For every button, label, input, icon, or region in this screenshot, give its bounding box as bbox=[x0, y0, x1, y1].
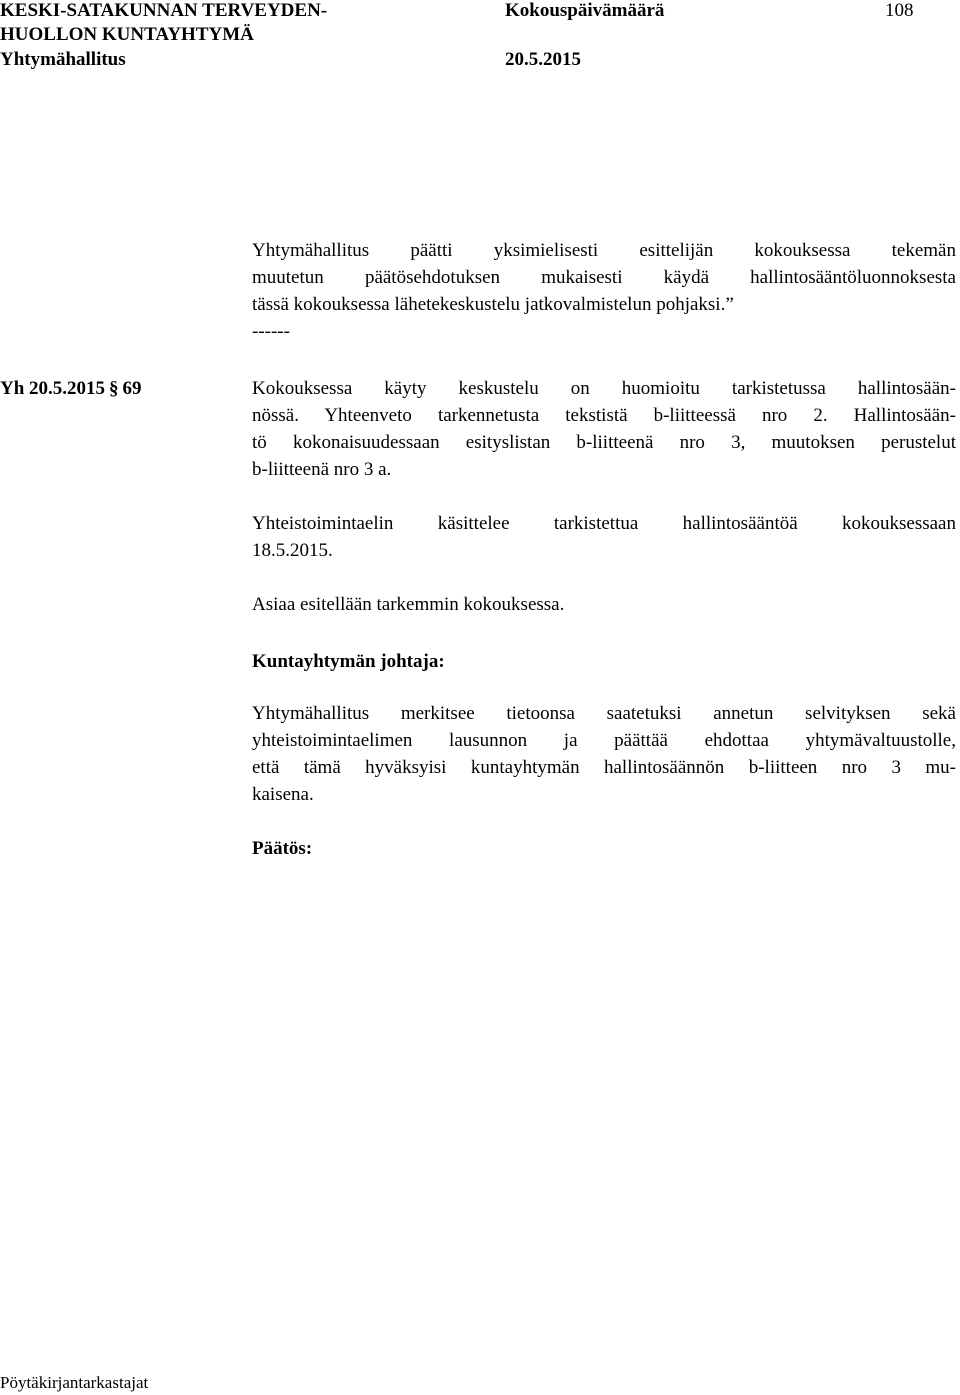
paragraph-line: että tämä hyväksyisi kuntayhtymän hallintosäännön b-liitteen nro 3 mu- bbox=[252, 757, 956, 778]
proposal-text bbox=[252, 700, 956, 808]
paragraph-line: yhteistoimintaelimen lausunnon ja päättää ehdottaa yhtymävaltuustolle, bbox=[252, 730, 956, 751]
body-name: Yhtymähallitus bbox=[0, 49, 126, 70]
proposal-heading: Kuntayhtymän johtaja: bbox=[252, 651, 445, 672]
paragraph-line: tö kokonaisuudessaan esityslistan b-liitteenä nro 3, muutoksen perustelut bbox=[252, 432, 956, 453]
previous-decision-line: muutetun päätösehdotuksen mukaisesti käydä hallintosääntöluonnoksesta bbox=[252, 267, 956, 288]
paragraph-line: Yhtymähallitus merkitsee tietoonsa saatetuksi annetun selvityksen sekä bbox=[252, 703, 956, 724]
section-label bbox=[0, 375, 142, 402]
date-value: 20.5.2015 bbox=[505, 49, 581, 70]
paragraph-cooperation bbox=[252, 510, 956, 564]
section-prefix: Yh 20.5.2015 bbox=[0, 378, 106, 399]
paragraph-line: kaisena. bbox=[252, 784, 314, 805]
previous-decision-line: Yhtymähallitus päätti yksimielisesti esittelijän kokouksessa tekemän bbox=[252, 240, 956, 261]
date-label: Kokouspäivämäärä bbox=[505, 0, 665, 21]
paragraph-line: Yhteistoimintaelin käsittelee tarkistettua hallintosääntöä kokouksessaan bbox=[252, 513, 956, 534]
paragraph-line: b-liitteenä nro 3 a. bbox=[252, 459, 392, 480]
separator-dashes: ------ bbox=[252, 321, 290, 342]
page-number: 108 bbox=[885, 0, 914, 21]
decision-heading: Päätös: bbox=[252, 838, 313, 859]
paragraph-line: 18.5.2015. bbox=[252, 540, 333, 561]
paragraph-line: Kokouksessa käyty keskustelu on huomioitu tarkistetussa hallintosään- bbox=[252, 378, 956, 399]
previous-decision-line: tässä kokouksessa lähetekeskustelu jatkovalmistelun pohjaksi.” bbox=[252, 294, 734, 315]
previous-decision bbox=[252, 237, 956, 345]
paragraph-line: nössä. Yhteenveto tarkennetusta tekstistä b-liitteessä nro 2. Hallintosään- bbox=[252, 405, 956, 426]
paragraph-line: Asiaa esitellään tarkemmin kokouksessa. bbox=[252, 594, 565, 615]
footer-reviewers-label: Pöytäkirjantarkastajat bbox=[0, 1373, 149, 1392]
org-name-line2: HUOLLON KUNTAYHTYMÄ bbox=[0, 24, 254, 45]
section-number: 69 bbox=[122, 378, 142, 399]
org-name-line1: KESKI-SATAKUNNAN TERVEYDEN- bbox=[0, 0, 328, 21]
paragraph-presentation bbox=[252, 591, 956, 618]
paragraph-summary bbox=[252, 375, 956, 483]
section-sign: § bbox=[109, 378, 119, 399]
